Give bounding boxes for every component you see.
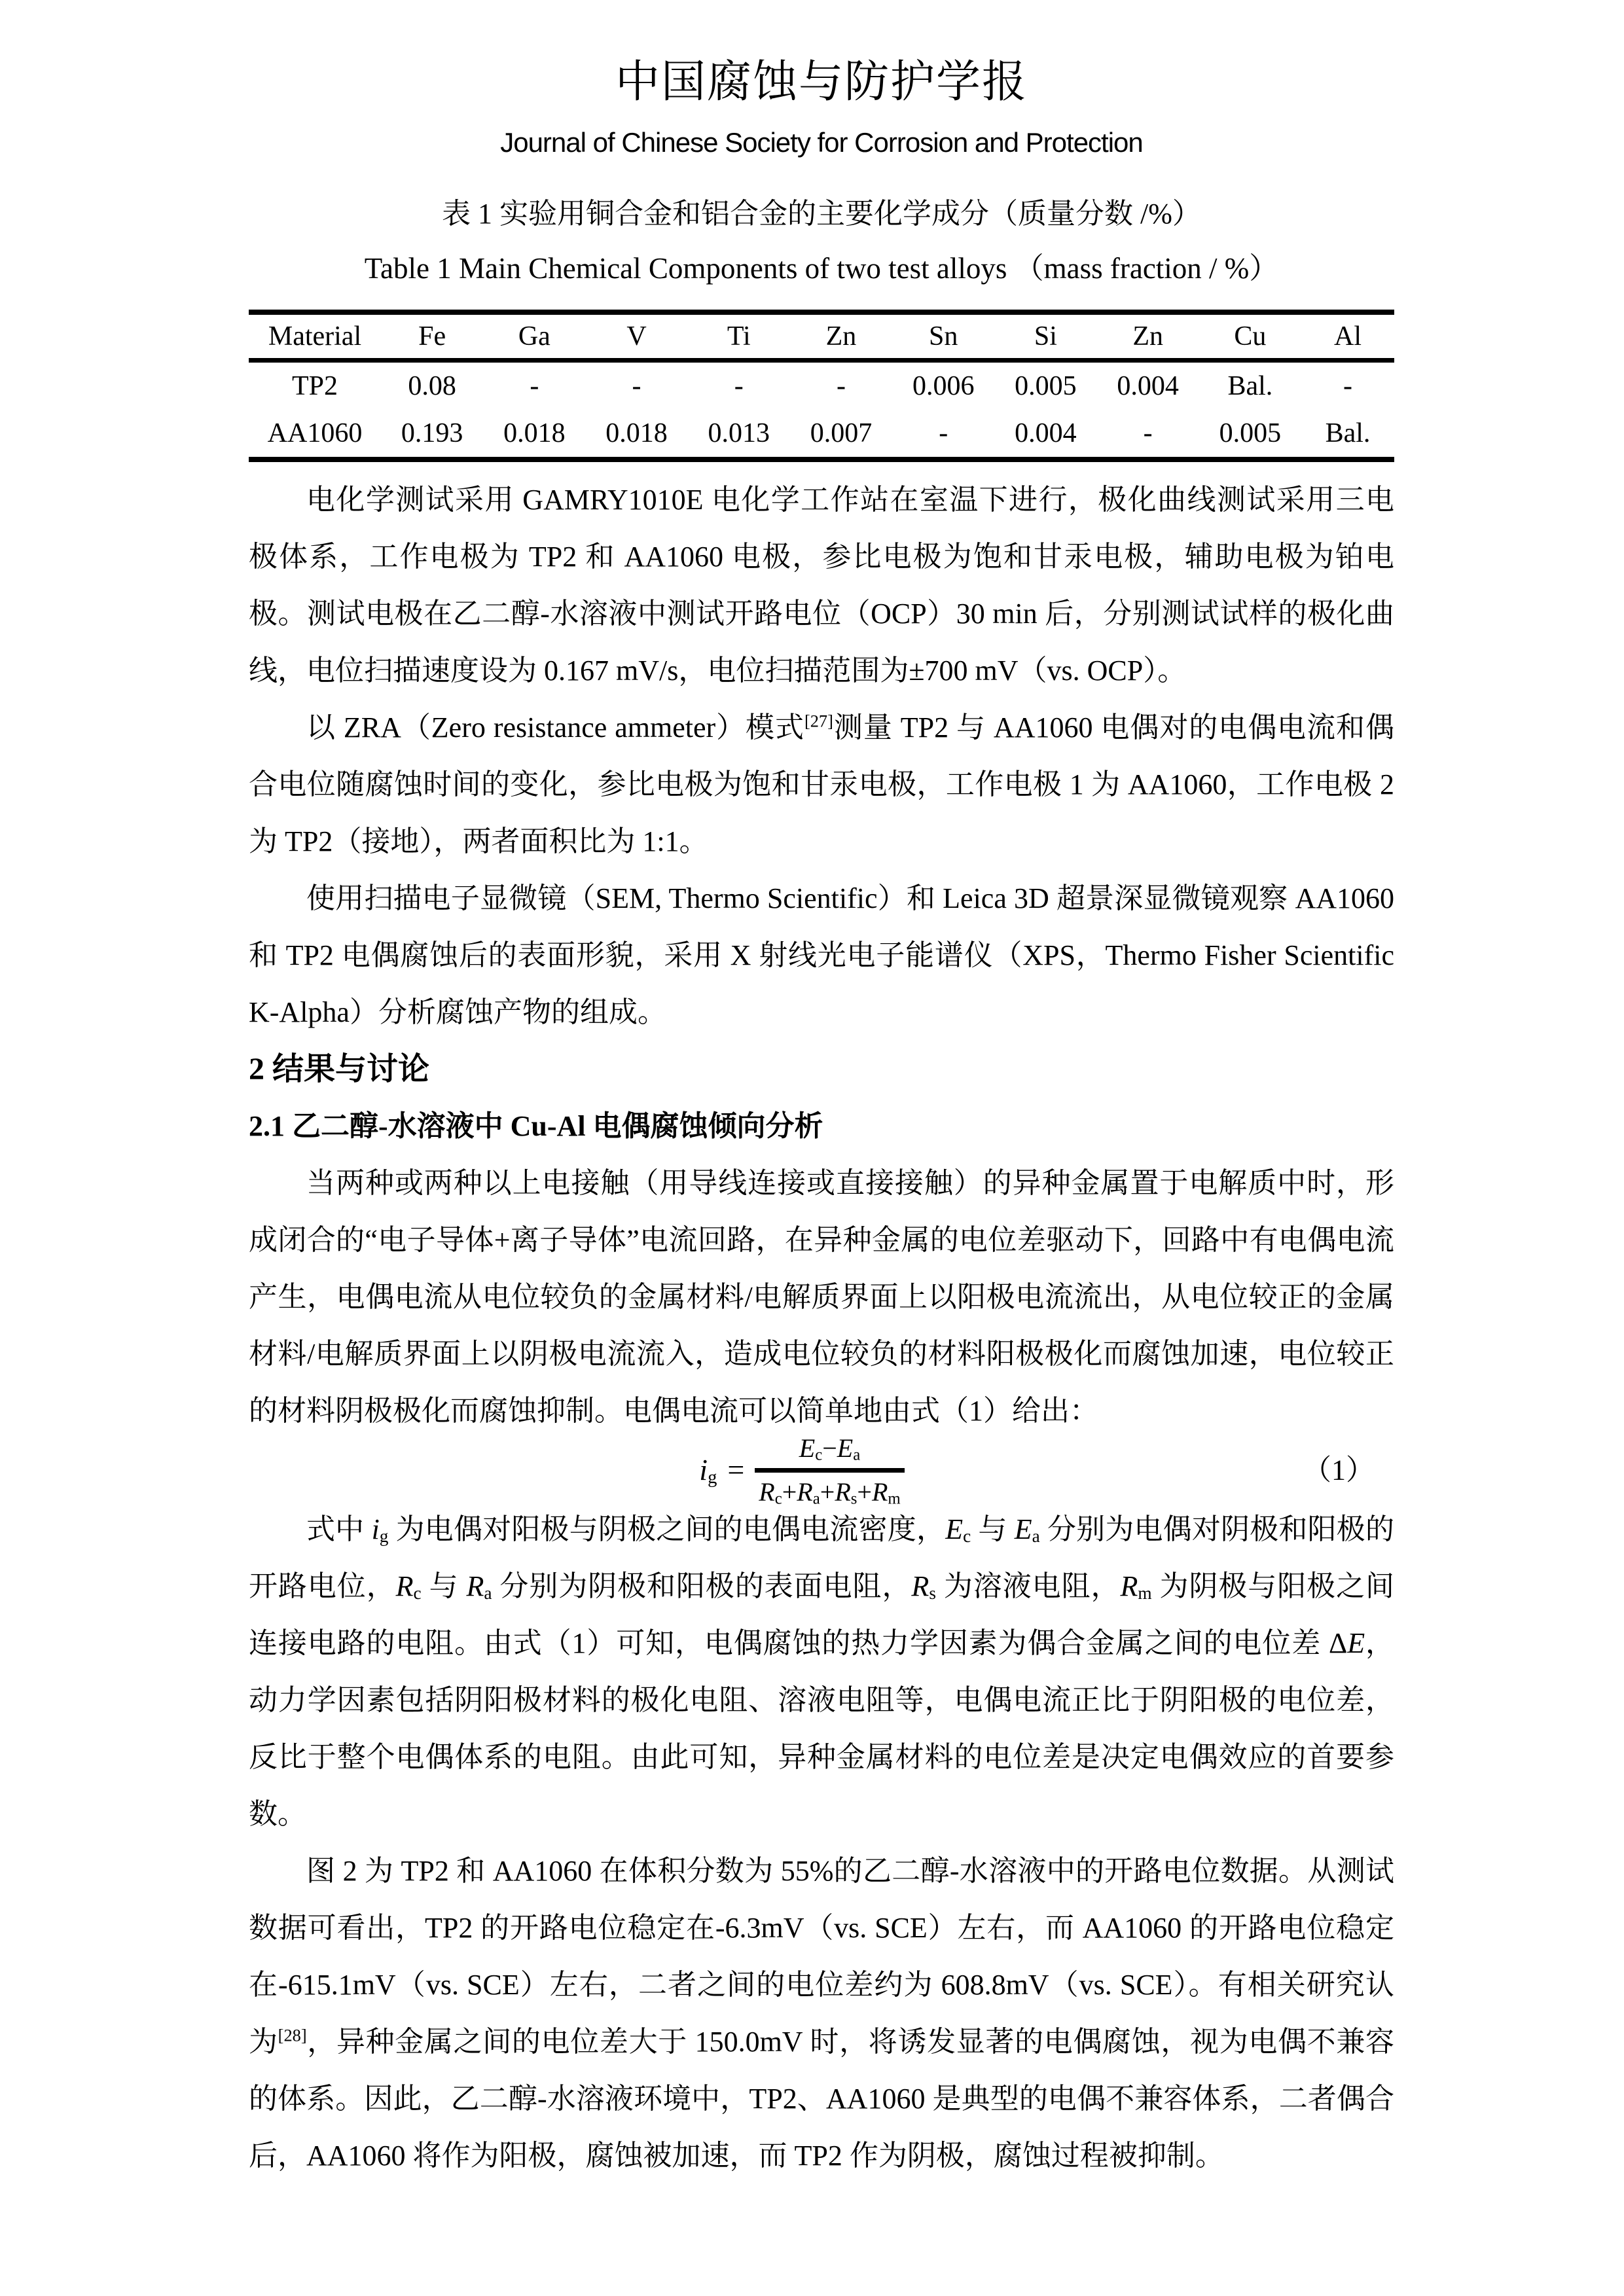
italic-variable: E [799,1433,816,1463]
subscript: m [888,1489,901,1507]
table-cell: TP2 [291,371,338,401]
subscript: a [484,1583,492,1603]
text-run: + [782,1477,797,1507]
fraction-numerator [790,1435,869,1468]
column-header: Zn [790,312,892,361]
fraction-denominator [755,1473,904,1505]
fraction-bar [755,1468,904,1473]
table-header-row [249,312,1394,361]
paragraph-zra-measurement [249,699,1394,870]
article-body [249,471,1394,2184]
journal-title-cn: 中国腐蚀与防护学报 [615,57,1028,107]
italic-variable: R [835,1477,851,1507]
table-cell: 0.007 [810,418,873,448]
text-run: 图 2 为 TP2 和 AA1060 在体积分数为 55%的乙二醇-水溶液中的开路电位数据。从测试数据可看出，TP2 的开路电位稳定在-6.3mV（vs. SCE）左右，而 AA1060 的开路电位稳定在-615.1mV（vs. SCE）左右，二者之间的电位差约为 608.8mV（vs. SCE）。有相关研究认为 [249,1855,1394,2058]
text-run: 与 [971,1513,1015,1545]
column-header: Al [1301,312,1394,361]
table1-caption-cn: 表 1 实验用铜合金和铝合金的主要化学成分（质量分数 /%） [442,198,1201,230]
italic-variable: E [1347,1627,1365,1659]
text-run: 当两种或两种以上电接触（用导线连接或直接接触）的异种金属置于电解质中时，形成闭合的“电子导体+离子导体”电流回路，在异种金属的电位差驱动下，回路中有电偶电流产生，电偶电流从电位较负的金属材料/电解质界面上以阳极电流流出，从电位较正的金属材料/电解质界面上以阴极电流流入，造成电位较负的材料阳极极化而腐蚀加速，电位较正的材料阴极极化而腐蚀抑制。电偶电流可以简单地由式（1）给出： [249,1167,1394,1427]
table-cell: 0.005 [1015,371,1077,401]
column-header: Ga [483,312,585,361]
column-header: Material [249,312,381,361]
text-run: + [857,1477,872,1507]
table-cell: 0.08 [408,371,456,401]
table-cell: 0.004 [1117,371,1179,401]
table-row [249,361,1394,410]
italic-variable: E [945,1513,964,1545]
text-run: 测量 TP2 与 AA1060 电偶对的电偶电流和偶合电位随腐蚀时间的变化，参比电极为饱和甘汞电极，工作电极 1 为 AA1060，工作电极 2 为 TP2（接地），两者面积比为 1:1。 [249,711,1394,857]
subscript: c [413,1583,422,1603]
subscript: s [929,1583,936,1603]
equation-expression [699,1435,904,1505]
text-run: 为电偶对阳极与阴极之间的电偶电流密度， [388,1513,946,1545]
column-header: Ti [688,312,790,361]
subscript: a [1032,1526,1040,1546]
subscript: a [853,1445,861,1463]
equation-fraction [755,1435,904,1505]
table-cell: 0.005 [1219,418,1282,448]
italic-variable: R [797,1477,813,1507]
table-cell: - [734,371,744,401]
italic-variable: E [1014,1513,1032,1545]
table-cell: - [1143,418,1153,448]
subscript: c [815,1445,823,1463]
superscript-ref: [28] [278,2025,307,2045]
table-cell: 0.006 [912,371,975,401]
text-run: 使用扫描电子显微镜（SEM, Thermo Scientific）和 Leica 3D 超景深显微镜观察 AA1060 和 TP2 电偶腐蚀后的表面形貌，采用 X 射线光电子能谱仪（XPS，Thermo Fisher Scientific K-Alpha）分析腐蚀产物的组成。 [249,882,1394,1028]
subscript: s [850,1489,857,1507]
table-cell: - [632,371,641,401]
table-cell: 0.018 [605,418,668,448]
text-run: 电化学测试采用 GAMRY1010E 电化学工作站在室温下进行，极化曲线测试采用三电极体系，工作电极为 TP2 和 AA1060 电极，参比电极为饱和甘汞电极，辅助电极为铂电极。测试电极在乙二醇-水溶液中测试开路电位（OCP）30 min 后，分别测试试样的极化曲线，电位扫描速度设为 0.167 mV/s，电位扫描范围为±700 mV（vs. OCP）。 [249,484,1394,687]
text-run: 以 ZRA（Zero resistance ammeter）模式 [306,711,804,744]
italic-variable: R [1120,1570,1138,1602]
equation-number: （1） [1303,1454,1375,1486]
paragraph-electrochemical-test [249,471,1394,699]
column-header: Zn [1097,312,1199,361]
subscript: c [963,1526,971,1546]
text-run: 与 [421,1570,467,1602]
text-run: 分别为电偶对阴极和阳极的开路电位， [249,1513,1394,1602]
table-row [249,410,1394,459]
table-cell: AA1060 [267,418,363,448]
paragraph-sem-xps [249,870,1394,1041]
table-cell: - [939,418,948,448]
table-cell: - [836,371,846,401]
section-heading-results: 2 结果与讨论 [249,1052,430,1086]
column-header: Sn [892,312,994,361]
table1-chemical-components [249,310,1394,462]
text-run: 分别为阴极和阳极的表面电阻， [492,1570,912,1602]
italic-variable: R [911,1570,929,1602]
text-run: 为溶液电阻， [935,1570,1121,1602]
column-header: Si [994,312,1096,361]
subscript: g [708,1467,717,1488]
italic-variable: R [466,1570,484,1602]
table-body [249,361,1394,460]
equation-lhs [699,1453,717,1488]
paragraph-ocp-results [249,1842,1394,2184]
column-header: Fe [381,312,483,361]
subscript: a [812,1489,820,1507]
column-header: Cu [1199,312,1301,361]
text-run: ，异种金属之间的电位差大于 150.0mV 时，将诱发显著的电偶腐蚀，视为电偶不兼容的体系。因此，乙二醇-水溶液环境中，TP2、AA1060 是典型的电偶不兼容体系，二者偶合后，AA1060 将作为阳极，腐蚀被加速，而 TP2 作为阴极，腐蚀过程被抑制。 [249,2026,1395,2172]
equals-sign: = [727,1453,745,1486]
column-header: V [585,312,687,361]
subscript: m [1138,1583,1152,1603]
italic-variable: E [837,1433,854,1463]
table-cell: 0.013 [708,418,770,448]
italic-variable: R [395,1570,414,1602]
superscript-ref: [27] [804,711,833,731]
italic-variable: R [759,1477,775,1507]
text-run: 式中 [306,1513,372,1545]
italic-variable: i [699,1453,708,1486]
subsection-heading-galvanic-tendency: 2.1 乙二醇-水溶液中 Cu-Al 电偶腐蚀倾向分析 [249,1110,823,1142]
subscript: c [774,1489,782,1507]
paragraph-equation-explanation [249,1501,1394,1842]
table-cell: 0.004 [1015,418,1077,448]
text-run: − [822,1433,837,1463]
table-cell: Bal. [1227,371,1273,401]
text-run: + [820,1477,835,1507]
italic-variable: R [871,1477,888,1507]
table-cell: 0.193 [401,418,463,448]
text-run: ，动力学因素包括阴阳极材料的极化电阻、溶液电阻等，电偶电流正比于阴阳极的电位差，反比于整个电偶体系的电阻。由此可知，异种金属材料的电位差是决定电偶效应的首要参数。 [249,1627,1395,1830]
equation-1 [249,1433,1394,1507]
table-cell: - [1343,371,1352,401]
paragraph-galvanic-mechanism [249,1155,1394,1439]
italic-variable: i [371,1513,380,1545]
subscript: g [379,1526,389,1546]
journal-title-en: Journal of Chinese Society for Corrosion and Protection [500,127,1143,158]
table-cell: - [530,371,539,401]
table-cell: Bal. [1325,418,1371,448]
table1-caption-en: Table 1 Main Chemical Components of two test alloys （mass fraction / %） [364,252,1279,285]
table-cell: 0.018 [503,418,566,448]
text-run: 为阴极与阳极之间连接电路的电阻。由式（1）可知，电偶腐蚀的热力学因素为偶合金属之间的电位差 Δ [249,1570,1395,1659]
